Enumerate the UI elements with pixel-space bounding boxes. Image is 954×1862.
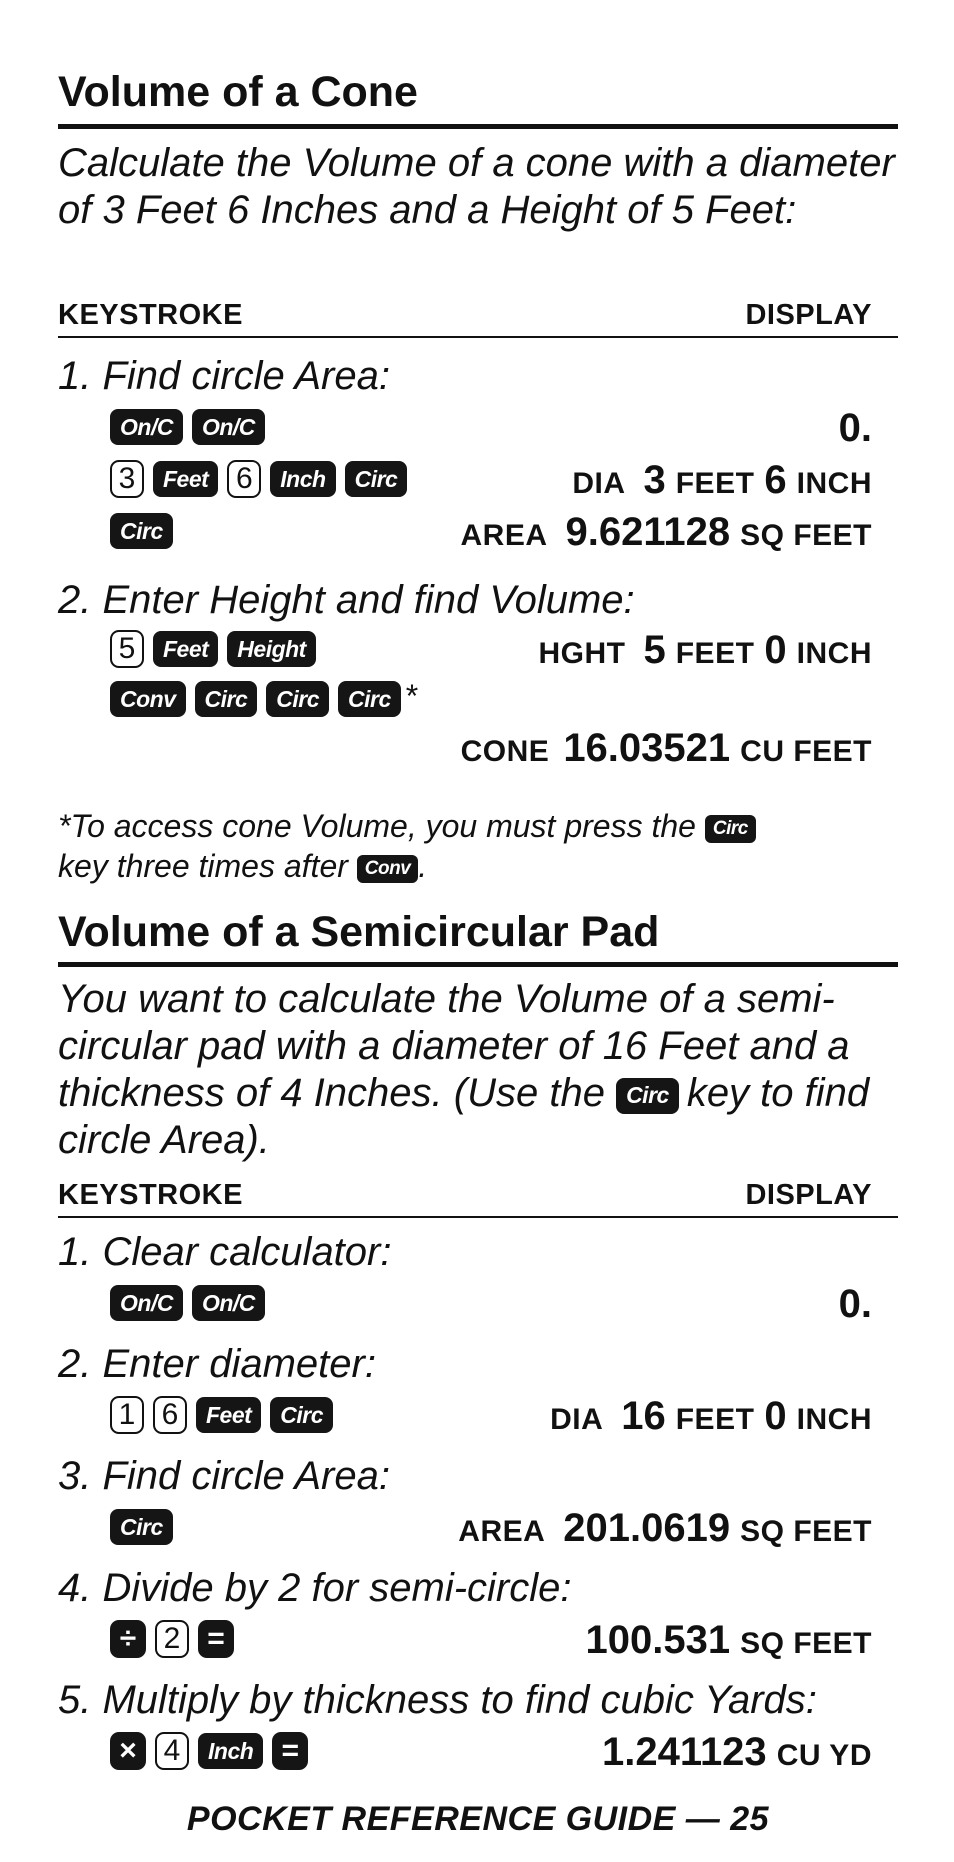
- conv-key: Conv: [357, 855, 419, 883]
- step-enter-height: 2. Enter Height and find Volume:: [58, 578, 635, 622]
- feet-key: Feet: [153, 461, 218, 497]
- keystroke-row: [110, 678, 418, 720]
- footnote-asterisk: *: [405, 678, 419, 714]
- on-c-key: On/C: [192, 1285, 265, 1321]
- footnote-period: .: [418, 848, 428, 884]
- display-readout: [538, 628, 872, 670]
- digit-4-key: 4: [155, 1732, 189, 1770]
- footnote-line-2: [58, 846, 427, 886]
- digit-6-key: 6: [153, 1396, 187, 1434]
- display-unit: INCH: [796, 467, 872, 500]
- display-unit: SQ FEET: [740, 1627, 872, 1660]
- keystroke-row: [110, 458, 407, 500]
- digit-5-key: 5: [110, 630, 144, 668]
- keystroke-row: [110, 1730, 308, 1772]
- display-label: DIA: [550, 1403, 604, 1436]
- on-c-key: On/C: [110, 409, 183, 445]
- display-unit: SQ FEET: [740, 1515, 872, 1548]
- equals-key: =: [198, 1620, 234, 1658]
- title-rule: [58, 124, 898, 129]
- circ-key: Circ: [195, 681, 258, 717]
- title-rule: [58, 962, 898, 967]
- digit-6-key: 6: [227, 460, 261, 498]
- display-value: 0.: [838, 1282, 872, 1326]
- section-intro-pad: [58, 976, 908, 1164]
- display-value: 16.03521: [563, 726, 731, 770]
- keystroke-row: [110, 1394, 333, 1436]
- footnote-text: key three times after: [58, 848, 348, 884]
- circ-key: Circ: [616, 1078, 679, 1114]
- page: [58, 0, 898, 1862]
- keystroke-row: [110, 1618, 234, 1660]
- section-intro-cone: Calculate the Volume of a cone with a diameter of 3 Feet 6 Inches and a Height of 5 Feet:: [58, 141, 895, 232]
- display-readout: [550, 1394, 872, 1436]
- feet-key: Feet: [196, 1397, 261, 1433]
- display-value: 3: [643, 458, 666, 502]
- keystroke-row: [110, 510, 173, 552]
- display-value: 1.241123: [602, 1730, 767, 1774]
- display-unit: INCH: [796, 637, 872, 670]
- circ-key: Circ: [110, 513, 173, 549]
- digit-3-key: 3: [110, 460, 144, 498]
- intro-text: You want to calculate the Volume of a semi-circular pad with a diameter of 16 Feet and a thickness of 4 Inches. (Use the: [58, 977, 850, 1115]
- feet-key: Feet: [153, 631, 218, 667]
- display-unit: FEET: [675, 467, 755, 500]
- inch-key: Inch: [270, 461, 335, 497]
- height-key: Height: [227, 631, 316, 667]
- inch-key: Inch: [198, 1733, 263, 1769]
- page-footer: POCKET REFERENCE GUIDE — 25: [186, 1800, 770, 1838]
- intro-text-end: key to find circle Area).: [58, 1071, 870, 1162]
- display-readout: [602, 1730, 872, 1772]
- display-value: 6: [764, 458, 787, 502]
- header-rule: [58, 1216, 898, 1218]
- on-c-key: On/C: [192, 409, 265, 445]
- display-readout: [460, 510, 872, 552]
- display-label: AREA: [460, 519, 548, 552]
- header-rule: [58, 336, 898, 338]
- step-find-circle-area: 3. Find circle Area:: [58, 1454, 390, 1498]
- display-label: DIA: [572, 467, 626, 500]
- section-title-semicircular-pad: Volume of a Semicircular Pad: [58, 908, 660, 956]
- display-readout: [458, 1506, 872, 1548]
- circ-key: Circ: [345, 461, 408, 497]
- keystroke-row: [110, 406, 265, 448]
- display-unit: INCH: [796, 1403, 872, 1436]
- step-divide-by-two: 4. Divide by 2 for semi-circle:: [58, 1566, 572, 1610]
- keystroke-row: [110, 628, 316, 670]
- multiply-key: ×: [110, 1732, 146, 1770]
- conv-key: Conv: [110, 681, 186, 717]
- section-title-cone: Volume of a Cone: [58, 68, 418, 116]
- display-unit: SQ FEET: [740, 519, 872, 552]
- step-multiply-thickness: 5. Multiply by thickness to find cubic Yards:: [58, 1678, 817, 1722]
- keystroke-row: [110, 1506, 173, 1548]
- display-unit: FEET: [675, 1403, 755, 1436]
- display-unit: CU FEET: [740, 735, 872, 768]
- display-readout: [572, 458, 872, 500]
- equals-key: =: [272, 1732, 308, 1770]
- display-label: AREA: [458, 1515, 546, 1548]
- display-readout: [586, 1618, 872, 1660]
- display-unit: CU YD: [776, 1739, 872, 1772]
- step-find-circle-area: 1. Find circle Area:: [58, 354, 390, 398]
- display-readout: [839, 1282, 872, 1324]
- display-readout: [839, 406, 872, 448]
- display-value: 100.531: [585, 1618, 731, 1662]
- footnote-line-1: [58, 806, 756, 846]
- circ-key: Circ: [110, 1509, 173, 1545]
- circ-key: Circ: [266, 681, 329, 717]
- display-value: 0: [764, 628, 787, 672]
- column-header-keystroke: KEYSTROKE: [58, 1179, 243, 1211]
- digit-2-key: 2: [155, 1620, 189, 1658]
- display-label: CONE: [460, 735, 550, 768]
- display-label: HGHT: [538, 637, 626, 670]
- display-readout: [461, 726, 872, 768]
- column-header-display: DISPLAY: [745, 1179, 872, 1211]
- column-header-keystroke: KEYSTROKE: [58, 299, 243, 331]
- keystroke-row: [110, 1282, 265, 1324]
- divide-key: ÷: [110, 1620, 146, 1658]
- circ-key: Circ: [338, 681, 401, 717]
- digit-1-key: 1: [110, 1396, 144, 1434]
- column-header-display: DISPLAY: [745, 299, 872, 331]
- circ-key: Circ: [270, 1397, 333, 1433]
- circ-key: Circ: [705, 815, 756, 843]
- display-value: 9.621128: [565, 510, 731, 554]
- on-c-key: On/C: [110, 1285, 183, 1321]
- display-unit: FEET: [675, 637, 755, 670]
- step-enter-diameter: 2. Enter diameter:: [58, 1342, 376, 1386]
- display-value: 16: [621, 1394, 666, 1438]
- display-value: 0.: [838, 406, 872, 450]
- display-value: 0: [764, 1394, 787, 1438]
- display-value: 201.0619: [563, 1506, 731, 1550]
- footnote-text: *To access cone Volume, you must press the: [58, 808, 696, 844]
- display-value: 5: [643, 628, 666, 672]
- step-clear-calculator: 1. Clear calculator:: [58, 1230, 392, 1274]
